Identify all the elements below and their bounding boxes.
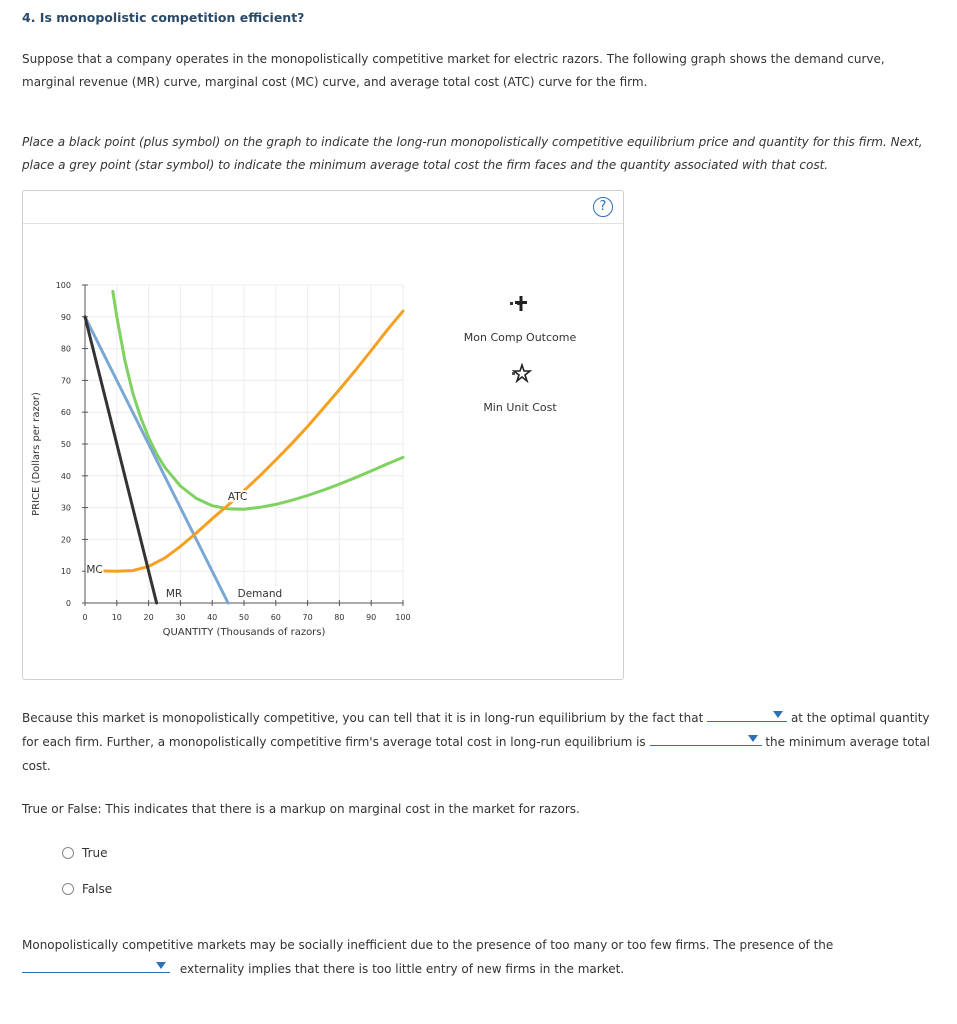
y-tick-label: 20 [60, 535, 71, 545]
radio-option-true[interactable] [62, 846, 108, 860]
externality-part1: Monopolistically competitive markets may be socially inefficient due to the presence of too many or too few firms. The presence of the [22, 938, 834, 952]
y-tick-label: 30 [60, 503, 71, 513]
question-title: 4. Is monopolistic competition efficient? [22, 10, 305, 25]
equilibrium-sentence [22, 706, 937, 778]
chevron-down-icon [748, 735, 758, 742]
externality-paragraph [22, 933, 937, 981]
chevron-down-icon [773, 711, 783, 718]
x-tick-label: 20 [143, 613, 154, 622]
y-tick-label: 10 [60, 567, 71, 577]
x-tick-label: 60 [270, 613, 281, 622]
star-icon[interactable] [505, 363, 535, 383]
true-false-question: True or False: This indicates that there is a markup on marginal cost in the market for razors. [22, 802, 580, 816]
equilibrium-dropdown-1[interactable] [707, 707, 787, 722]
x-tick-label: 50 [238, 613, 250, 622]
annotation-mc-label: MC [86, 564, 103, 577]
plus-icon[interactable] [505, 293, 535, 313]
y-tick-label: 40 [60, 471, 71, 481]
equilibrium-dropdown-2[interactable] [650, 731, 762, 746]
x-tick-label: 10 [111, 613, 122, 622]
equilibrium-sentence-part2: at the optimal quantity for each firm. Further, a monopolistically competitive firm's average total cost in long-run equilibrium is [22, 711, 930, 749]
radio-button-false[interactable] [62, 883, 74, 895]
tool-min-unit-cost-label: Min Unit Cost [483, 401, 557, 414]
annotation-mr-label: MR [165, 588, 183, 601]
price-quantity-chart[interactable] [23, 191, 623, 679]
y-axis-label: PRICE (Dollars per razor) [31, 392, 42, 516]
y-tick-label: 0 [65, 599, 71, 608]
radio-label-true: True [82, 846, 108, 860]
series-demand-line [85, 317, 228, 603]
radio-option-false[interactable] [62, 882, 112, 896]
graph-instructions: Place a black point (plus symbol) on the graph to indicate the long-run monopolistically competitive equilibrium price and quantity for this firm. Next, place a grey point (star symbol) to indicate the minimum average total cost the firm faces and the quantity associated with that cost. [22, 135, 923, 172]
x-tick-label: 0 [82, 613, 88, 622]
y-tick-label: 80 [60, 344, 71, 354]
x-tick-label: 40 [207, 613, 218, 622]
question-intro: Suppose that a company operates in the monopolistically competitive market for electric razors. The following graph shows the demand curve, marginal revenue (MR) curve, marginal cost (MC) curve, and average total cost (ATC) curve for the firm. [22, 52, 885, 89]
x-tick-label: 90 [366, 613, 377, 622]
series-mr-line [85, 317, 157, 603]
equilibrium-sentence-part1: Because this market is monopolistically competitive, you can tell that it is in long-run equilibrium by the fact that [22, 711, 704, 725]
graph-panel [22, 190, 624, 680]
x-tick-label: 80 [334, 613, 345, 622]
y-tick-label: 60 [60, 408, 71, 418]
x-tick-label: 70 [302, 613, 313, 622]
annotation-atc-label: ATC [227, 491, 248, 504]
equilibrium-sentence-part3: the minimum average total cost. [22, 735, 930, 773]
externality-dropdown[interactable] [22, 958, 170, 973]
x-axis-label: QUANTITY (Thousands of razors) [162, 627, 326, 638]
chevron-down-icon [156, 962, 166, 969]
x-tick-label: 100 [395, 613, 411, 622]
tool-mon-comp-outcome-label: Mon Comp Outcome [463, 331, 577, 344]
y-tick-label: 50 [60, 440, 71, 449]
tool-min-unit-cost[interactable] [455, 363, 585, 414]
y-tick-label: 100 [55, 281, 71, 290]
radio-button-true[interactable] [62, 847, 74, 859]
annotation-demand-label: Demand [237, 588, 283, 601]
x-tick-label: 30 [175, 613, 186, 622]
y-tick-label: 70 [60, 376, 71, 386]
y-tick-label: 90 [60, 312, 71, 322]
externality-part2: externality implies that there is too little entry of new firms in the market. [179, 962, 625, 976]
help-icon[interactable]: ? [593, 197, 613, 217]
tool-mon-comp-outcome[interactable] [455, 293, 585, 344]
radio-label-false: False [82, 882, 113, 896]
